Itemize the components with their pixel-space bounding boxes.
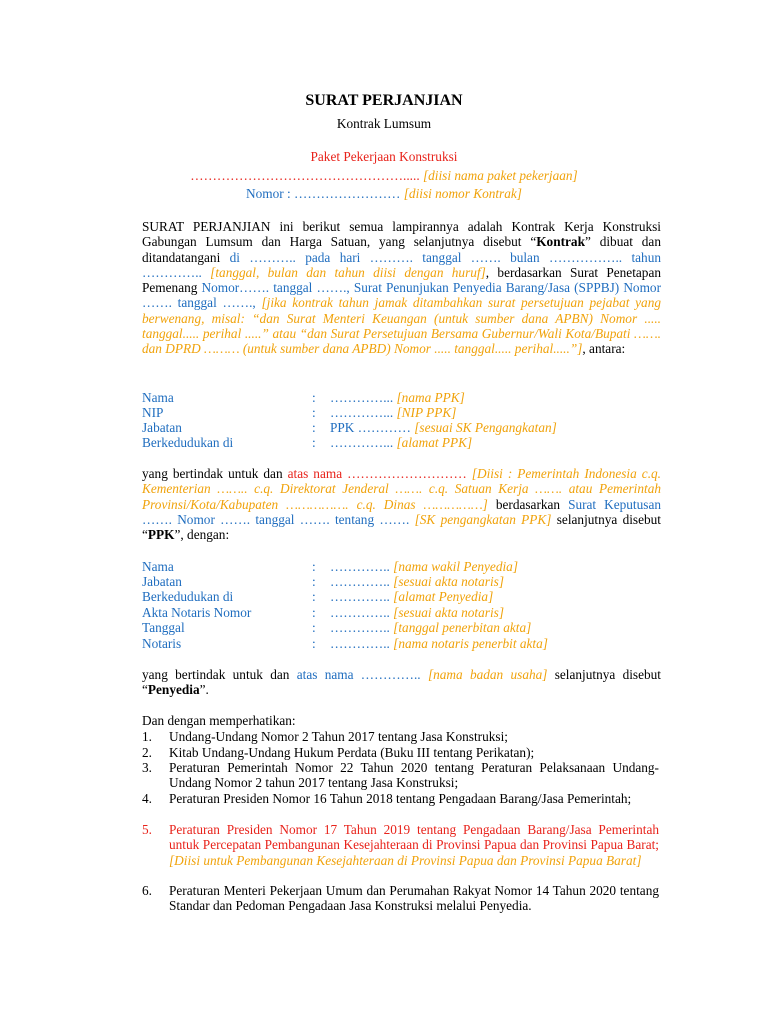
para3-atas-nama: atas nama ………….. — [296, 667, 421, 682]
contract-number-hint: [diisi nomor Kontrak] — [403, 186, 522, 201]
provider-paragraph — [142, 667, 661, 698]
intro-text-3: , berdasarkan Surat Penetapan Pemenang — [142, 264, 662, 296]
ppk-colon: : — [312, 420, 316, 435]
intro-text-4: , antara: — [582, 341, 626, 357]
ppk-hint: [sesuai SK Pengangkatan] — [414, 420, 557, 435]
provider-label: Jabatan — [142, 574, 182, 589]
ppk-colon: : — [312, 435, 316, 450]
provider-value-text: ………….. — [330, 605, 390, 620]
ppk-value — [330, 435, 472, 450]
provider-value — [330, 559, 518, 574]
provider-hint: [sesuai akta notaris] — [393, 574, 504, 589]
ppk-value-text: …………... — [330, 435, 394, 450]
ppk-label: Berkedudukan di — [142, 435, 234, 450]
list-text: Peraturan Presiden Nomor 16 Tahun 2018 tentang Pengadaan Barang/Jasa Pemerintah; — [169, 791, 632, 806]
para3-text-1: yang bertindak untuk dan — [142, 667, 297, 682]
package-name-hint: [diisi nama paket pekerjaan] — [422, 168, 578, 183]
list-text: Kitab Undang-Undang Hukum Perdata (Buku III tentang Perikatan); — [169, 745, 535, 760]
para3-text-3: ”. — [199, 682, 209, 698]
contract-number-label: Nomor : …………………… — [246, 186, 401, 201]
penyedia-term: Penyedia — [147, 682, 200, 698]
ppk-value-text: …………... — [330, 390, 394, 405]
provider-label: Nama — [142, 559, 174, 574]
list-text-main: Peraturan Presiden Nomor 17 Tahun 2019 tentang Pengadaan Barang/Jasa Pemerintah untuk Percepatan Pembangunan Kesejahteraan di Provinsi Papua dan Provinsi Papua Barat; — [169, 822, 659, 853]
para2-sk-placeholder: Surat Keputusan ……. Nomor ……. tanggal ……. tentang ……. — [142, 496, 661, 527]
package-name-dots: …………………………………………..... — [190, 168, 420, 183]
intro-multiyear-hint: [jika kontrak tahun jamak ditambahkan surat persetujuan pejabat yang berwenang, misal: “dan Surat Menteri Keuangan (untuk sumber dana APBN) Nomor ..... tanggal..... perihal .....” atau “dan Surat Persetujuan Bersama Gubernur/Wali Kota/Bupati ……. dan DPRD ……… (untuk sumber dana APBD) Nomor ..... tanggal..... perihal.....”] — [142, 295, 661, 357]
provider-value-text: ………….. — [330, 636, 390, 651]
intro-text-2: ” dibuat dan ditandatangani — [142, 234, 661, 265]
document-title: SURAT PERJANJIAN — [305, 92, 463, 109]
provider-label: Notaris — [142, 636, 182, 651]
ppk-hint: [NIP PPK] — [396, 405, 457, 420]
provider-hint: [sesuai akta notaris] — [393, 605, 504, 620]
contract-number-line — [0, 186, 768, 201]
provider-value-text: ………….. — [330, 574, 390, 589]
list-number: 6. — [142, 883, 152, 898]
ppk-value — [330, 420, 557, 435]
list-number: 4. — [142, 791, 152, 806]
ppk-colon: : — [312, 405, 316, 420]
list-number: 5. — [142, 822, 152, 837]
list-text — [169, 822, 659, 868]
list-hint: [Diisi untuk Pembangunan Kesejahteraan di Provinsi Papua dan Provinsi Papua Barat] — [169, 852, 642, 868]
provider-colon: : — [312, 589, 316, 604]
para2-text-3: selanjutnya disebut “ — [142, 511, 661, 543]
ppk-value-text: PPK ………… — [330, 420, 411, 435]
para2-text-4: ”, dengan: — [174, 527, 230, 543]
provider-hint: [nama wakil Penyedia] — [393, 559, 518, 574]
para2-text-2: berdasarkan — [487, 496, 569, 512]
provider-hint: [tanggal penerbitan akta] — [393, 620, 532, 635]
provider-colon: : — [312, 559, 316, 574]
list-number: 2. — [142, 745, 152, 760]
ppk-term: PPK — [147, 527, 175, 543]
provider-colon: : — [312, 620, 316, 635]
ppk-label: Nama — [142, 390, 174, 405]
list-text: Undang-Undang Nomor 2 Tahun 2017 tentang Jasa Konstruksi; — [169, 729, 508, 744]
para2-atas-nama: atas nama ……………………… — [287, 466, 467, 481]
provider-label: Akta Notaris Nomor — [142, 605, 252, 620]
document-subtitle: Kontrak Lumsum — [336, 116, 432, 131]
intro-sppbj-placeholder: Nomor……. tanggal ……., Surat Penunjukan Penyedia Barang/Jasa (SPPBJ) Nomor ……. tanggal ……., — [142, 280, 662, 311]
provider-colon: : — [312, 636, 316, 651]
ppk-paragraph — [142, 466, 661, 542]
intro-paragraph — [142, 219, 661, 357]
provider-value-text: ………….. — [330, 559, 390, 574]
package-name-line — [0, 168, 768, 183]
intro-date-placeholder: di ……….. pada hari ………. tanggal ……. bulan …………….. tahun ………….. — [142, 249, 661, 280]
ppk-value — [330, 405, 456, 420]
para3-company-hint: [nama badan usaha] — [427, 667, 548, 682]
considering-heading: Dan dengan memperhatikan: — [142, 713, 296, 728]
provider-hint: [nama notaris penerbit akta] — [393, 636, 548, 651]
list-text: Peraturan Menteri Pekerjaan Umum dan Perumahan Rakyat Nomor 14 Tahun 2020 tentang Standar dan Pedoman Pengadaan Jasa Konstruksi melalui Penyedia. — [169, 883, 659, 914]
ppk-value-text: …………... — [330, 405, 394, 420]
ppk-hint: [nama PPK] — [396, 390, 465, 405]
para2-text-1: yang bertindak untuk dan — [142, 466, 288, 481]
list-number: 1. — [142, 729, 152, 744]
ppk-label: Jabatan — [142, 420, 182, 435]
provider-value — [330, 589, 493, 604]
ppk-hint: [alamat PPK] — [396, 435, 473, 450]
para2-institution-hint: [Diisi : Pemerintah Indonesia c.q. Kementerian …….. c.q. Direktorat Jenderal ……. c.q. Satuan Kerja ……. atau Pemerintah Provinsi/Kota/Kabupaten ……………. c.q. Dinas ……………] — [142, 466, 661, 512]
list-text: Peraturan Pemerintah Nomor 22 Tahun 2020 tentang Peraturan Pelaksanaan Undang-Undang Nomor 2 tahun 2017 tentang Jasa Konstruksi; — [169, 760, 659, 791]
provider-value — [330, 574, 504, 589]
provider-value-text: ………….. — [330, 589, 390, 604]
kontrak-term: Kontrak — [536, 234, 585, 250]
ppk-value — [330, 390, 465, 405]
provider-colon: : — [312, 605, 316, 620]
provider-value — [330, 620, 531, 635]
provider-label: Berkedudukan di — [142, 589, 234, 604]
provider-hint: [alamat Penyedia] — [393, 589, 494, 604]
provider-value — [330, 636, 548, 651]
provider-value — [330, 605, 504, 620]
intro-text-1: SURAT PERJANJIAN ini berikut semua lampirannya adalah Kontrak Kerja Konstruksi Gabungan Lumsum dan Harga Satuan, yang selanjutnya disebut “ — [142, 219, 661, 250]
para3-text-2: selanjutnya disebut “ — [142, 667, 661, 698]
provider-label: Tanggal — [142, 620, 185, 635]
package-heading: Paket Pekerjaan Konstruksi — [310, 149, 458, 164]
provider-colon: : — [312, 574, 316, 589]
ppk-colon: : — [312, 390, 316, 405]
provider-value-text: ………….. — [330, 620, 390, 635]
list-number: 3. — [142, 760, 152, 775]
intro-date-hint: [tanggal, bulan dan tahun diisi dengan huruf] — [210, 264, 486, 280]
para2-sk-hint: [SK pengangkatan PPK] — [414, 511, 552, 527]
ppk-label: NIP — [142, 405, 164, 420]
